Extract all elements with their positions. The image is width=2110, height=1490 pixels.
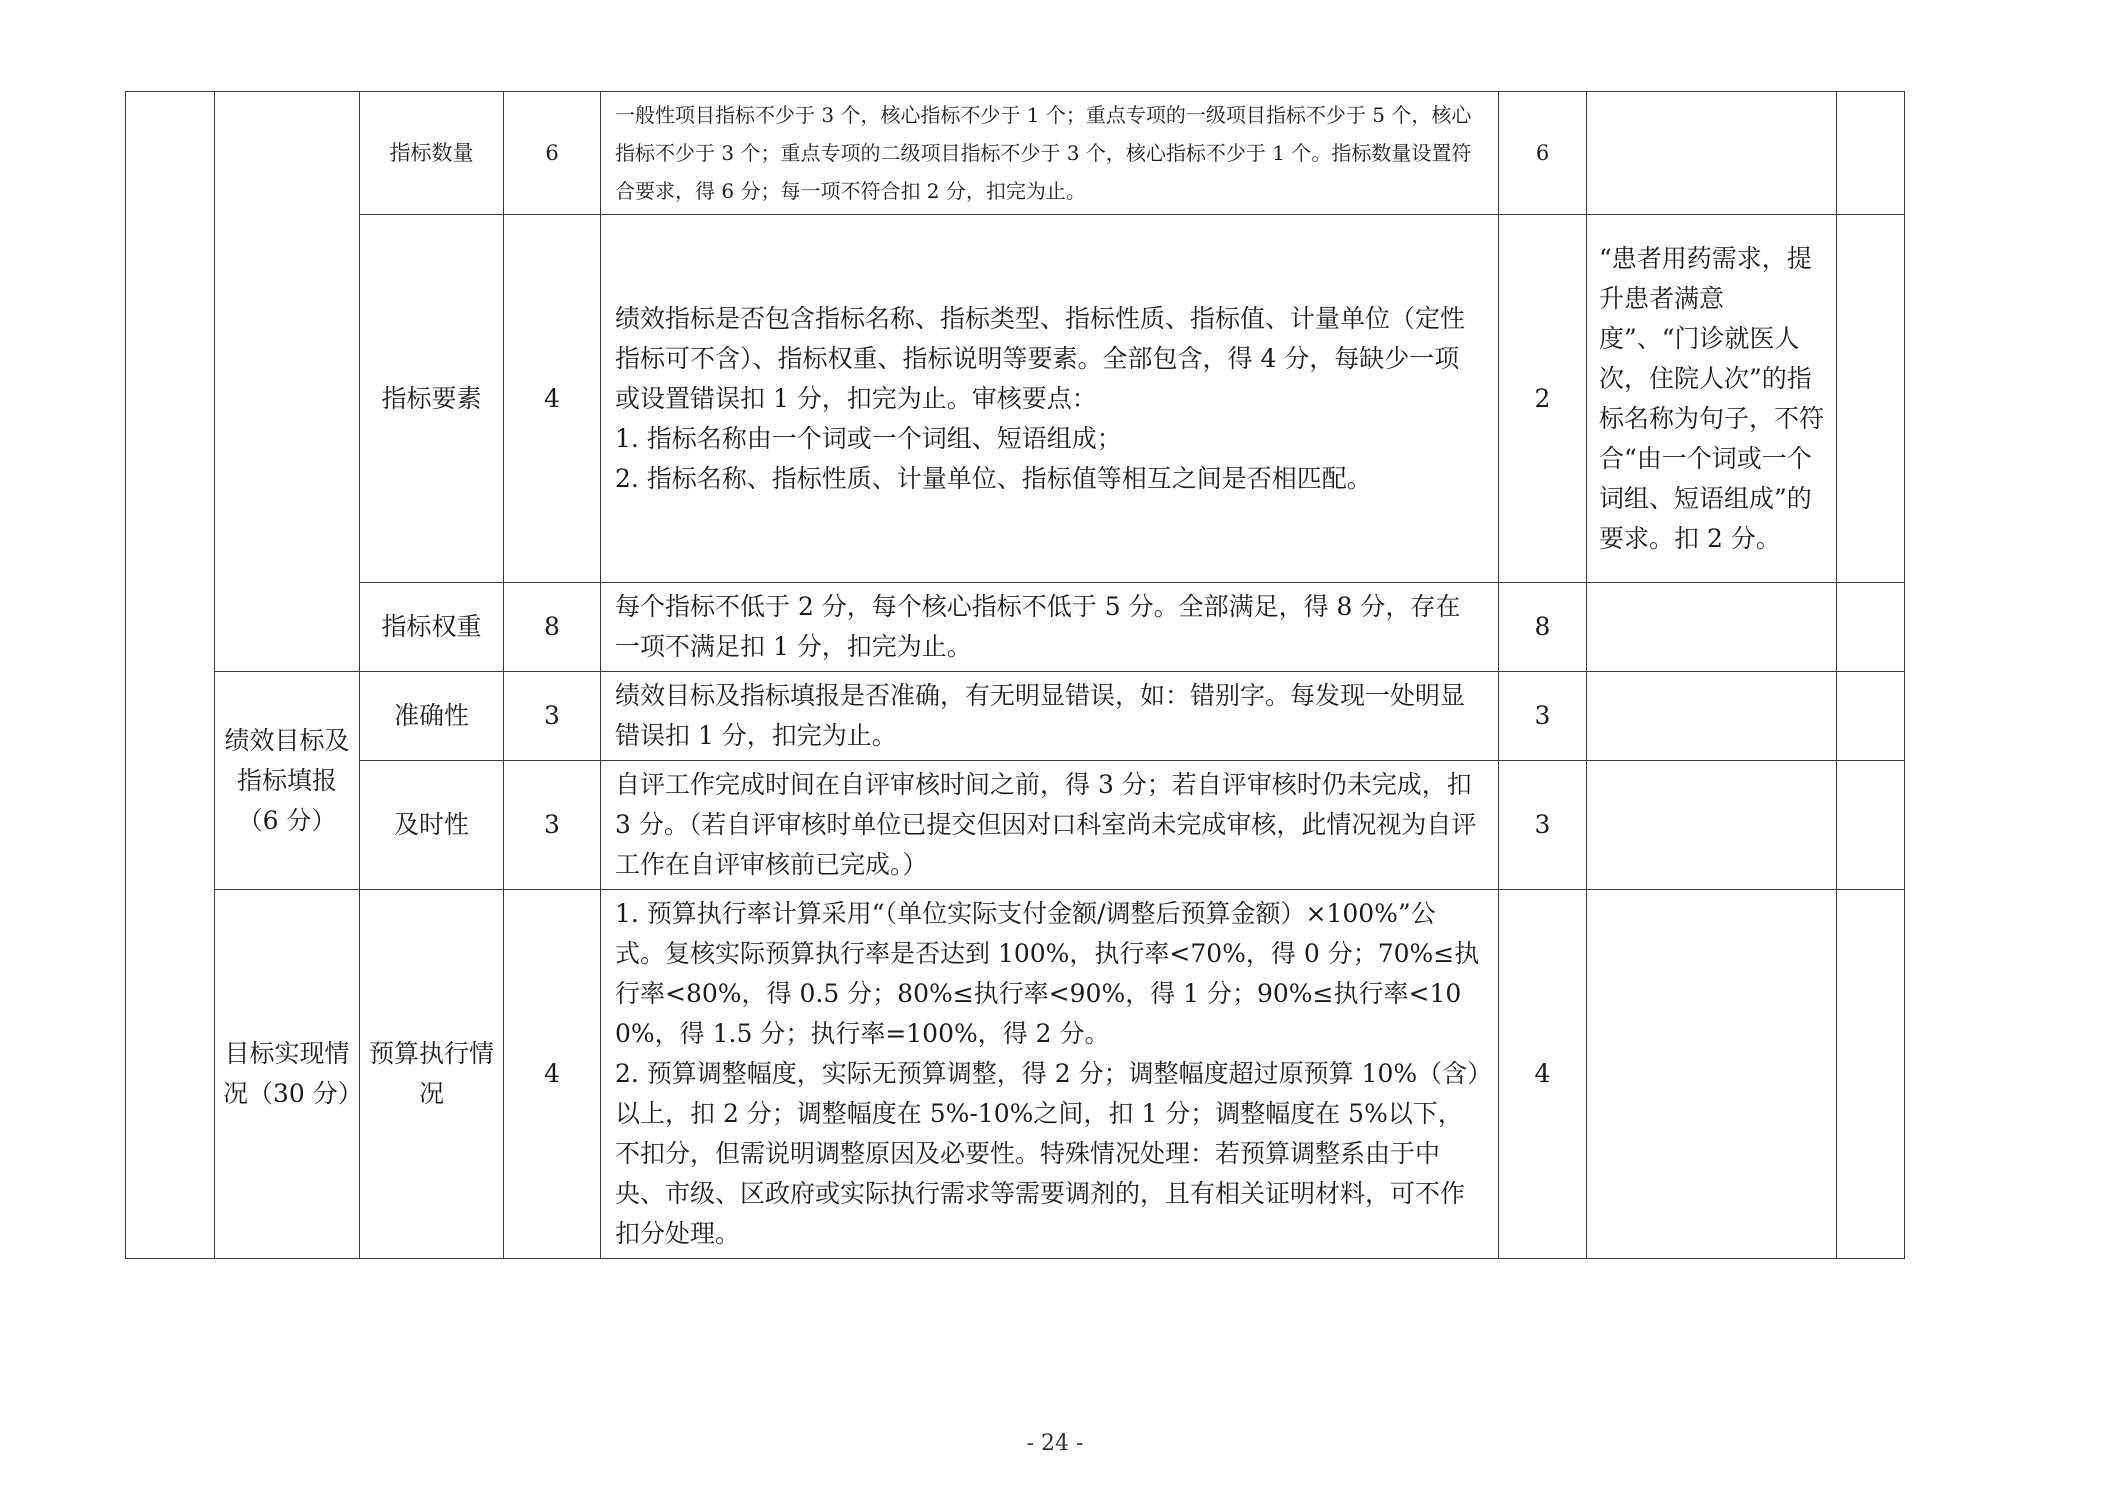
score-cell: 3 [1499,761,1587,890]
points-cell: 3 [504,672,601,761]
extra-cell [1837,215,1905,583]
points-cell: 4 [504,890,601,1259]
table-row [126,890,1905,1259]
points-cell: 6 [504,92,601,215]
extra-cell [1837,890,1905,1259]
score-cell: 6 [1499,92,1587,215]
points-cell: 8 [504,583,601,672]
page-number: - 24 - [1026,1431,1084,1456]
item-cell: 准确性 [360,672,504,761]
table-row [126,215,1905,583]
criteria-line: 2. 预算调整幅度，实际无预算调整，得 2 分；调整幅度超过原预算 10%（含）以上，扣 2 分；调整幅度在 5%-10%之间，扣 1 分；调整幅度在 5%以下，不扣分，但需说明调整原因及必要性。特殊情况处理：若预算调整系由于中央、市级、区政府或实际执行需求等需要调剂的，且有相关证明材料，可不作扣分处理。 [615,1059,1480,1248]
criteria-cell: 自评工作完成时间在自评审核时间之前，得 3 分；若自评审核时仍未完成，扣 3 分。（若自评审核时单位已提交但因对口科室尚未完成审核，此情况视为自评工作在自评审核前已完成。） [601,761,1499,890]
note-cell [1587,890,1837,1259]
table-row [126,672,1905,761]
table-row [126,583,1905,672]
level2-cell [215,92,360,672]
criteria-line: 1. 预算执行率计算采用“（单位实际支付金额/调整后预算金额）×100%”公式。复核实际预算执行率是否达到 100%，执行率<70%，得 0 分；70%≤执行率<80%，得 0.5 分；80%≤执行率<90%，得 1 分；90%≤执行率<100%，得 1.5 分；执行率=100%，得 2 分。 [615,899,1480,1048]
criteria-cell: 每个指标不低于 2 分，每个核心指标不低于 5 分。全部满足，得 8 分，存在一项不满足扣 1 分，扣完为止。 [601,583,1499,672]
score-cell: 2 [1499,215,1587,583]
extra-cell [1837,92,1905,215]
criteria-cell [601,215,1499,583]
extra-cell [1837,761,1905,890]
score-cell: 8 [1499,583,1587,672]
item-cell: 指标数量 [360,92,504,215]
category-cell: 绩效目标及指标填报（6 分） [215,672,360,890]
criteria-cell [601,890,1499,1259]
table-row [126,761,1905,890]
note-cell [1587,672,1837,761]
extra-cell [1837,672,1905,761]
item-cell: 指标权重 [360,583,504,672]
criteria-cell: 绩效目标及指标填报是否准确，有无明显错误，如：错别字。每发现一处明显错误扣 1 分，扣完为止。 [601,672,1499,761]
score-cell: 3 [1499,672,1587,761]
extra-cell [1837,583,1905,672]
criteria-line: 绩效指标是否包含指标名称、指标类型、指标性质、指标值、计量单位（定性指标可不含）、指标权重、指标说明等要素。全部包含，得 4 分，每缺少一项或设置错误扣 1 分，扣完为止。审核要点： [615,303,1466,413]
criteria-cell: 一般性项目指标不少于 3 个，核心指标不少于 1 个；重点专项的一级项目指标不少于 5 个，核心指标不少于 3 个；重点专项的二级项目指标不少于 3 个，核心指标不少于 1 个。指标数量设置符合要求，得 6 分；每一项不符合扣 2 分，扣完为止。 [601,92,1499,215]
note-cell [1587,92,1837,215]
category-cell: 目标实现情况（30 分） [215,890,360,1259]
points-cell: 4 [504,215,601,583]
points-cell: 3 [504,761,601,890]
note-cell [1587,583,1837,672]
note-cell: “患者用药需求，提升患者满意度”、“门诊就医人次，住院人次”的指标名称为句子，不符合“由一个词或一个词组、短语组成”的要求。扣 2 分。 [1587,215,1837,583]
level1-cell [126,92,215,1259]
criteria-line: 1. 指标名称由一个词或一个词组、短语组成； [615,423,1122,453]
item-cell: 指标要素 [360,215,504,583]
criteria-line: 2. 指标名称、指标性质、计量单位、指标值等相互之间是否相匹配。 [615,463,1372,493]
item-cell: 预算执行情况 [360,890,504,1259]
score-cell: 4 [1499,890,1587,1259]
score-table [125,91,1905,1259]
item-cell: 及时性 [360,761,504,890]
table-row [126,92,1905,215]
note-cell [1587,761,1837,890]
